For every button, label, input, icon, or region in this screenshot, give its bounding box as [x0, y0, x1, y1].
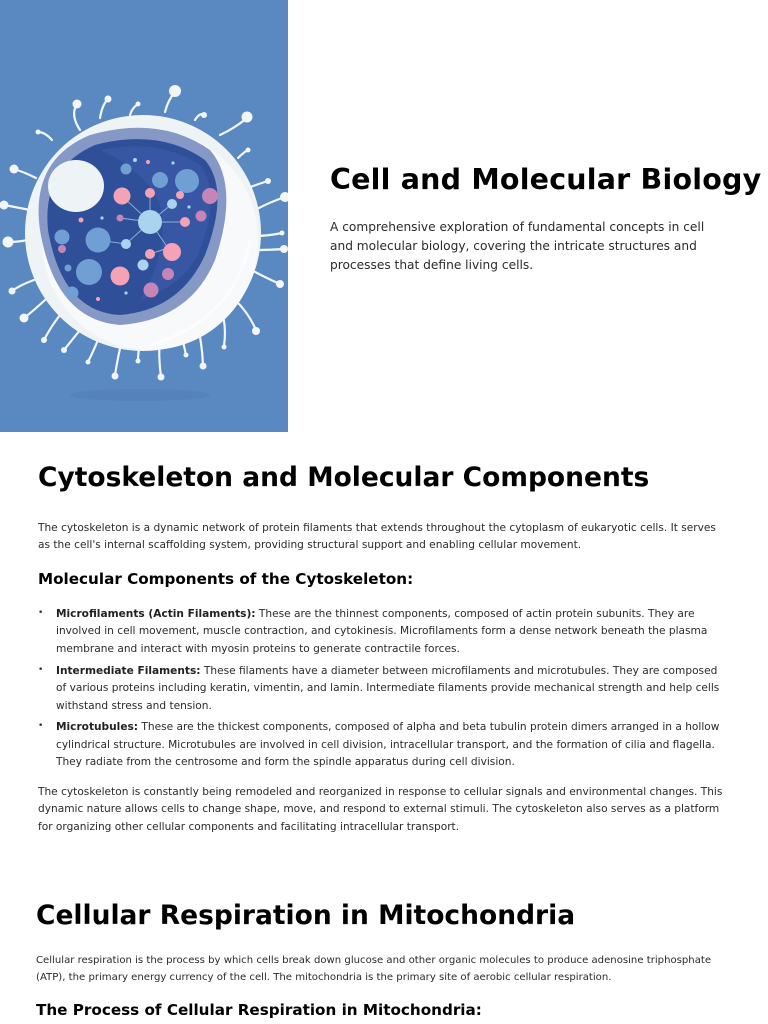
respiration-subheading: The Process of Cellular Respiration in Mitochondria:	[36, 1001, 482, 1019]
cytoskeleton-outro: The cytoskeleton is constantly being remodeled and reorganized in response to cellular signals and environmental changes. This dynamic nature allows cells to change shape, move, and respond to external stimuli. The cytoskeleton also serves as a platform for organizing other cellular components and facilitating intracellular transport.	[38, 786, 723, 833]
list-item-text: These are the thinnest components, composed of actin protein subunits. They are involved in cell movement, muscle contraction, and cytokinesis. Microfilaments form a dense network beneath the plasma membrane and interact with myosin proteins to generate contractile forces.	[56, 608, 708, 655]
page-title: Cell and Molecular Biology	[330, 163, 762, 196]
cell-illustration	[0, 0, 288, 432]
list-item-text: These are the thickest components, composed of alpha and beta tubulin protein dimers arranged in a hollow cylindrical structure. Microtubules are involved in cell division, intracellular transport, and the formation of cilia and flagella. They radiate from the centrosome and form the spindle apparatus during cell division.	[56, 721, 720, 769]
list-item-term: Microfilaments (Actin Filaments):	[56, 608, 256, 620]
respiration-intro: Cellular respiration is the process by which cells break down glucose and other organic molecules to produce adenosine triphosphate (ATP), the primary energy currency of the cell. The mitochondria is the primary site of aerobic cellular respiration.	[36, 955, 712, 983]
list-item-microfilaments	[38, 606, 728, 658]
bullet-icon: •	[38, 664, 44, 675]
cytoskeleton-heading: Cytoskeleton and Molecular Components	[38, 462, 650, 493]
list-item-text: These filaments have a diameter between microfilaments and microtubules. They are composed of various proteins including keratin, vimentin, and lamin. Intermediate filaments provide mechanical strength and help cells withstand stress and tension.	[56, 664, 720, 712]
list-item-term: Intermediate Filaments:	[56, 664, 201, 677]
cytoskeleton-intro: The cytoskeleton is a dynamic network of protein filaments that extends throughout the cytoplasm of eukaryotic cells. It serves as the cell's internal scaffolding system, providing structural support and enabling cellular movement.	[38, 522, 716, 552]
list-item-microtubules	[38, 719, 728, 771]
list-item-term: Microtubules:	[56, 721, 139, 734]
cell-illustration-svg	[0, 0, 288, 432]
bullet-icon: •	[38, 608, 44, 618]
respiration-heading: Cellular Respiration in Mitochondria	[36, 900, 576, 931]
cytoskeleton-subheading: Molecular Components of the Cytoskeleton:	[38, 570, 414, 588]
list-item-intermediate-filaments	[38, 663, 728, 715]
page-description: A comprehensive exploration of fundamental concepts in cell and molecular biology, covering the intricate structures and processes that define living cells.	[330, 220, 705, 272]
hero-section	[0, 0, 768, 432]
cytoskeleton-components-list	[38, 606, 728, 776]
bullet-icon: •	[38, 721, 44, 732]
